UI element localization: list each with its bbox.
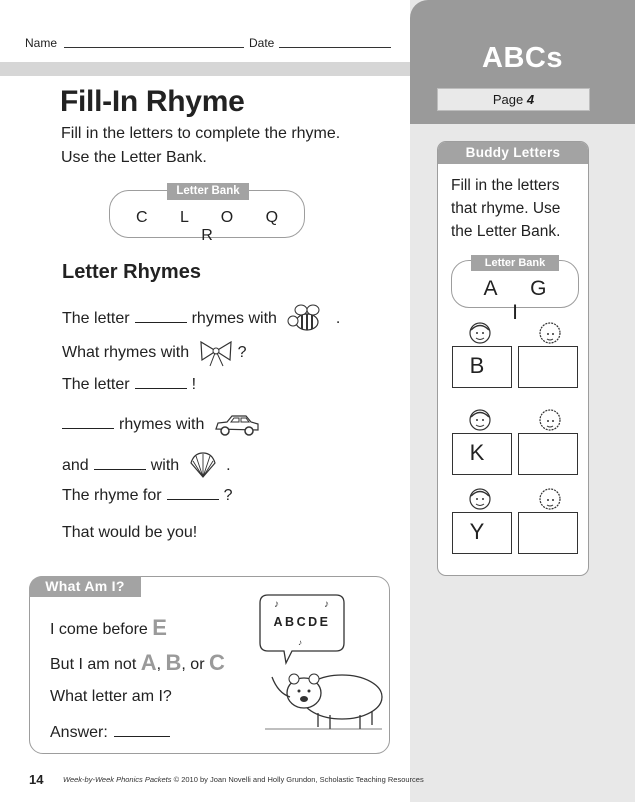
bee-icon (285, 302, 327, 336)
name-label: Name (25, 36, 58, 50)
letter-bank-tab: Letter Bank (167, 183, 249, 200)
sidebar-header (410, 0, 635, 124)
poem-text: ? (237, 344, 247, 362)
buddy-sign-given (452, 433, 512, 475)
page-number-footer: 14 (29, 772, 44, 787)
car-icon (213, 413, 261, 437)
girl-icon (538, 407, 562, 433)
answer-label: Answer: (50, 724, 108, 741)
answer-blank[interactable] (135, 311, 187, 323)
answer-blank[interactable] (135, 377, 187, 389)
svg-text:♪: ♪ (298, 638, 302, 647)
instructions-line-1: Fill in the letters to complete the rhyme. (61, 125, 341, 142)
riddle-line (50, 650, 225, 676)
section-title: Letter Rhymes (62, 261, 201, 283)
page-title: Fill-In Rhyme (60, 85, 245, 118)
answer-blank[interactable] (94, 458, 146, 470)
riddle-text: I come before (50, 621, 148, 638)
date-field[interactable] (279, 47, 391, 48)
riddle-letter: A (140, 650, 157, 675)
bear-icon (260, 663, 384, 735)
buddy-sign-answer[interactable] (518, 512, 578, 554)
girl-icon (538, 486, 562, 512)
answer-blank[interactable] (62, 417, 114, 429)
buddy-sign-given (452, 512, 512, 554)
buddy-letters-tab: Buddy Letters (438, 142, 588, 164)
buddy-sign-answer[interactable] (518, 346, 578, 388)
sidebar (410, 0, 635, 802)
buddy-sign-given (452, 346, 512, 388)
buddy-row (452, 320, 582, 390)
poem-text: with (150, 457, 180, 475)
speech-bubble-icon (258, 593, 346, 665)
buddy-row (452, 486, 582, 556)
shell-icon (188, 451, 218, 481)
what-am-i-box (29, 576, 390, 754)
boy-icon (468, 486, 492, 512)
poem-line (62, 376, 196, 394)
riddle-line: What letter am I? (50, 688, 172, 705)
buddy-letters-card (437, 141, 589, 576)
riddle-letter: C (208, 650, 225, 675)
buddy-bank-tab: Letter Bank (471, 255, 559, 271)
buddy-sign-answer[interactable] (518, 433, 578, 475)
poem-text: rhymes with (119, 416, 205, 434)
poem-text: rhymes with (191, 310, 277, 328)
bow-icon (198, 339, 234, 367)
buddy-letter: B (469, 353, 485, 378)
header-band (0, 62, 410, 76)
page-number: 4 (526, 92, 535, 107)
riddle-text: , or (181, 656, 205, 673)
buddy-instructions: Fill in the letters that rhyme. Use the Letter Bank. (451, 177, 561, 240)
page-label: Page (492, 92, 524, 107)
riddle-text: , (156, 656, 162, 673)
svg-text:♪: ♪ (324, 599, 329, 610)
poem-text: What rhymes with (62, 344, 190, 362)
buddy-letter: K (469, 440, 485, 465)
bubble-text: ABCDE (273, 615, 331, 629)
poem-line (62, 339, 247, 367)
letter-bank (109, 185, 305, 244)
poem-text: ? (223, 487, 233, 504)
instructions (61, 122, 340, 170)
boy-icon (468, 320, 492, 346)
instructions-line-2: Use the Letter Bank. (61, 149, 207, 166)
riddle-text: But I am not (50, 656, 137, 673)
riddle-line (50, 615, 167, 641)
svg-text:♪: ♪ (274, 599, 279, 610)
buddy-row (452, 407, 582, 477)
poem-line (62, 487, 233, 505)
date-label: Date (249, 36, 275, 50)
credit-text: © 2010 by Joan Novelli and Holly Grundon, Scholastic Teaching Resources (171, 775, 424, 784)
boy-icon (468, 407, 492, 433)
poem-line: That would be you! (62, 524, 198, 541)
buddy-bank-letters: A G I (483, 277, 561, 324)
sidebar-title: ABCs (482, 42, 563, 74)
credit-line (63, 775, 424, 784)
poem-text: The rhyme for (62, 487, 162, 504)
girl-icon (538, 320, 562, 346)
buddy-letter-bank (451, 257, 579, 324)
answer-blank[interactable] (114, 725, 170, 737)
poem-text: and (62, 457, 89, 475)
letter-bank-letters: C L O Q R (135, 209, 293, 244)
poem-text: . (226, 457, 231, 475)
poem-line (62, 451, 231, 481)
what-am-i-tab: What Am I? (29, 576, 141, 597)
riddle-letter: E (152, 615, 167, 640)
buddy-letter: Y (469, 519, 485, 544)
riddle-letter: B (165, 650, 182, 675)
poem-text: The letter (62, 376, 130, 393)
poem-text: The letter (62, 310, 130, 328)
answer-blank[interactable] (167, 488, 219, 500)
credit-title: Week-by-Week Phonics Packets (63, 775, 172, 784)
poem-text: . (335, 310, 341, 328)
page-indicator (437, 88, 590, 111)
riddle-line (50, 724, 170, 742)
poem-text: ! (191, 376, 197, 393)
name-field[interactable] (64, 47, 244, 48)
poem-line (62, 302, 340, 336)
poem-line (62, 413, 265, 437)
